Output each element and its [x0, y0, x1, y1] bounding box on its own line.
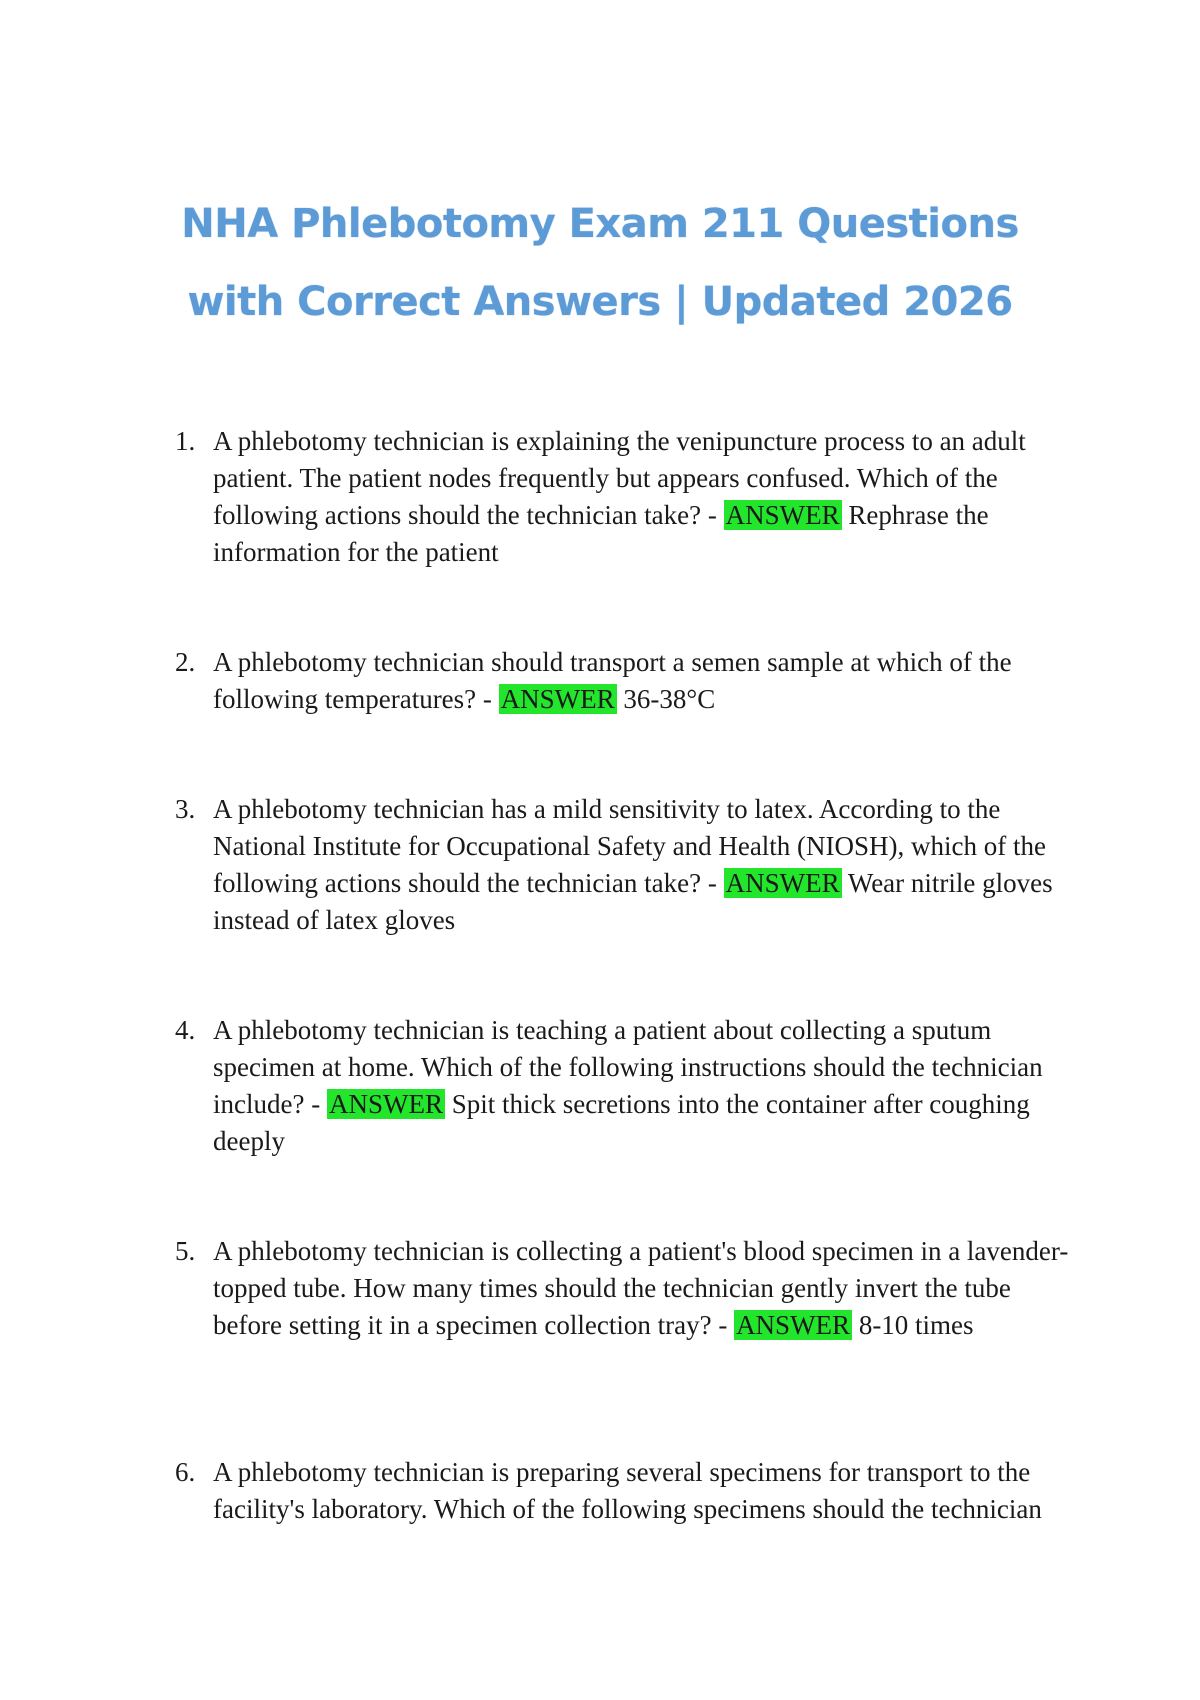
answer-label: ANSWER	[736, 1310, 851, 1340]
answer-label: ANSWER	[725, 868, 840, 898]
question-number: 5.	[175, 1236, 196, 1266]
answer-text: Rephrase the information for the patient	[213, 500, 989, 567]
answer-text: 36-38°C	[623, 684, 716, 714]
answer-label: ANSWER	[725, 500, 840, 530]
question-text: A phlebotomy technician is teaching a patient about collecting a sputum specimen at home. Which of the following instructions should the technician include? -	[213, 1015, 1043, 1119]
answer-label: ANSWER	[500, 684, 615, 714]
question-item	[175, 644, 1075, 791]
question-number: 3.	[175, 794, 196, 824]
question-number: 6.	[175, 1457, 196, 1487]
title-line-2: with Correct Answers | Updated 2026	[187, 278, 1013, 325]
question-number: 1.	[175, 426, 196, 456]
question-item	[175, 423, 1075, 644]
question-number: 4.	[175, 1015, 196, 1045]
answer-text: 8-10 times	[858, 1310, 974, 1340]
question-item	[175, 1012, 1075, 1233]
title-line-1: NHA Phlebotomy Exam 211 Questions	[181, 200, 1019, 247]
question-list	[175, 423, 1075, 1528]
question-text: A phlebotomy technician should transport a semen sample at which of the following temperatures? -	[213, 647, 1012, 714]
question-text: A phlebotomy technician is explaining the venipuncture process to an adult patient. The patient nodes frequently but appears confused. Which of the following actions should the technician take? -	[213, 426, 1026, 530]
question-number: 2.	[175, 647, 196, 677]
question-item	[175, 1233, 1075, 1454]
question-item	[175, 1454, 1075, 1528]
document-title	[100, 185, 1100, 341]
answer-text: Spit thick secretions into the container after coughing deeply	[213, 1089, 1030, 1156]
question-text: A phlebotomy technician is preparing several specimens for transport to the facility's laboratory. Which of the following specimens should the technician	[213, 1457, 1042, 1524]
question-text: A phlebotomy technician is collecting a patient's blood specimen in a lavender-topped tube. How many times should the technician gently invert the tube before setting it in a specimen collection tray? -	[213, 1236, 1069, 1340]
answer-text: Wear nitrile gloves instead of latex gloves	[213, 868, 1053, 935]
answer-label: ANSWER	[328, 1089, 443, 1119]
question-text: A phlebotomy technician has a mild sensitivity to latex. According to the National Institute for Occupational Safety and Health (NIOSH), which of the following actions should the technician take? -	[213, 794, 1047, 898]
question-item	[175, 791, 1075, 1012]
